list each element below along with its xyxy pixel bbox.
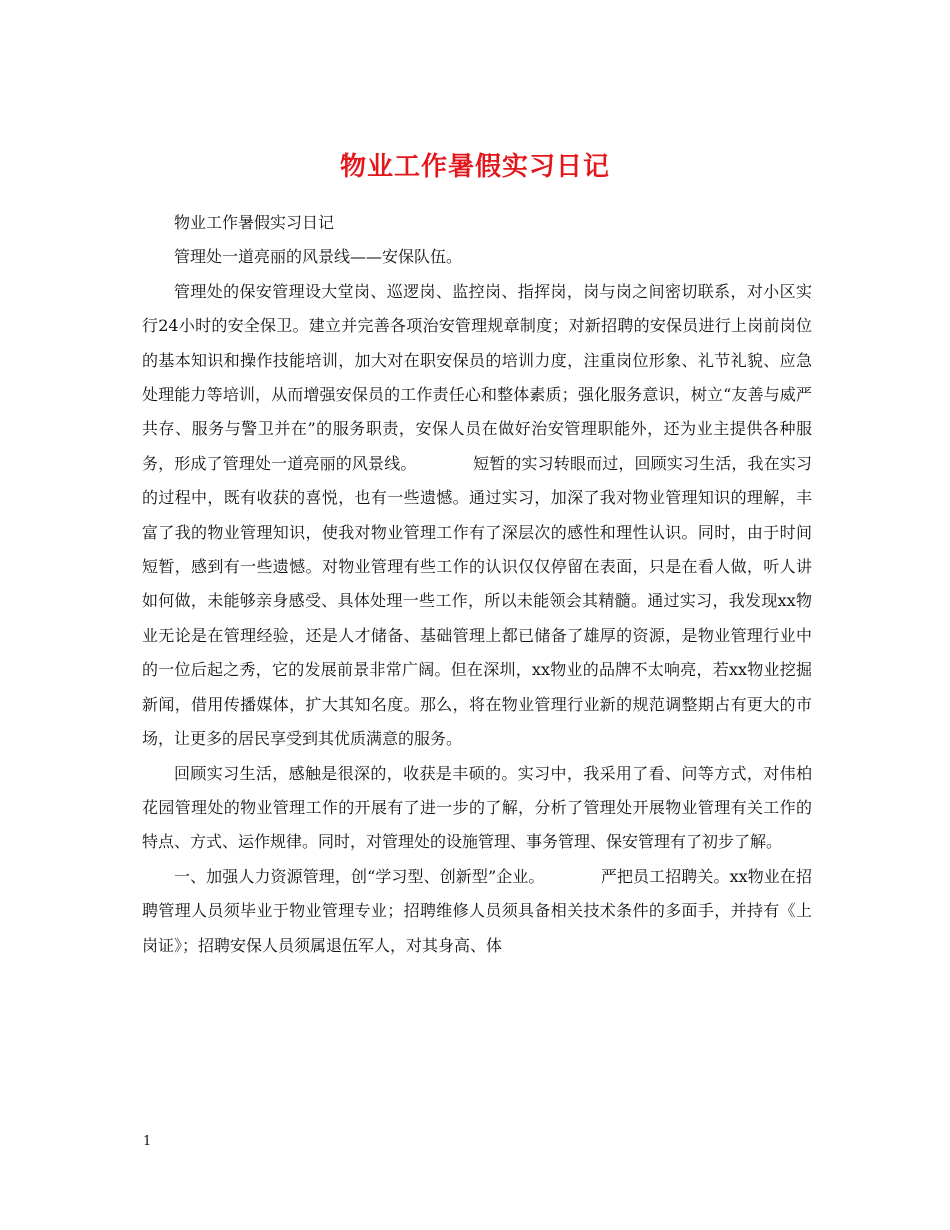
paragraph-internship-review: 回顾实习生活，感触是很深的，收获是丰硕的。实习中，我采用了看、问等方式，对伟柏花园管理处的物业管理工作的开展有了进一步的了解，分析了管理处开展物业管理有关工作的特点、方式、运作规律。同时，对管理处的设施管理、事务管理、保安管理有了初步了解。 [142,763,812,852]
paragraph-section-heading: 管理处一道亮丽的风景线——安保队伍。 [174,247,463,267]
paragraph-subtitle: 物业工作暑假实习日记 [174,213,335,232]
document-title: 物业工作暑假实习日记 [339,152,610,183]
paragraph-hr-management: 一、加强人力资源管理，创“学习型、创新型”企业。 严把员工招聘关。xx物业在招聘管理人员须毕业于物业管理专业；招聘维修人员须具备相关技术条件的多面手，并持有《上岗证》；招聘安保人员须属退伍军人，对其身高、体 [142,866,812,955]
page-number: 1 [143,1134,152,1149]
paragraph-security-management: 管理处的保安管理设大堂岗、巡逻岗、监控岗、指挥岗，岗与岗之间密切联系，对小区实行24小时的安全保卫。建立并完善各项治安管理规章制度；对新招聘的安保员进行上岗前岗位的基本知识和操作技能培训，加大对在职安保员的培训力度，注重岗位形象、礼节礼貌、应急处理能力等培训，从而增强安保员的工作责任心和整体素质；强化服务意识，树立“友善与威严共存、服务与警卫并在”的服务职责，安保人员在做好治安管理职能外，还为业主提供各种服务，形成了管理处一道亮丽的风景线。 短暂的实习转眼而过，回顾实习生活，我在实习的过程中，既有收获的喜悦，也有一些遗憾。通过实习，加深了我对物业管理知识的理解，丰富了我的物业管理知识，使我对物业管理工作有了深层次的感性和理性认识。同时，由于时间短暂，感到有一些遗憾。对物业管理有些工作的认识仅仅停留在表面，只是在看人做，听人讲如何做，未能够亲身感受、具体处理一些工作，所以未能领会其精髓。通过实习，我发现xx物业无论是在管理经验，还是人才储备、基础管理上都已储备了雄厚的资源，是物业管理行业中的一位后起之秀，它的发展前景非常广阔。但在深圳，xx物业的品牌不太响亮，若xx物业挖掘新闻，借用传播媒体，扩大其知名度。那么，将在物业管理行业新的规范调整期占有更大的市场，让更多的居民享受到其优质满意的服务。 [142,281,812,749]
document-body [142,206,812,963]
